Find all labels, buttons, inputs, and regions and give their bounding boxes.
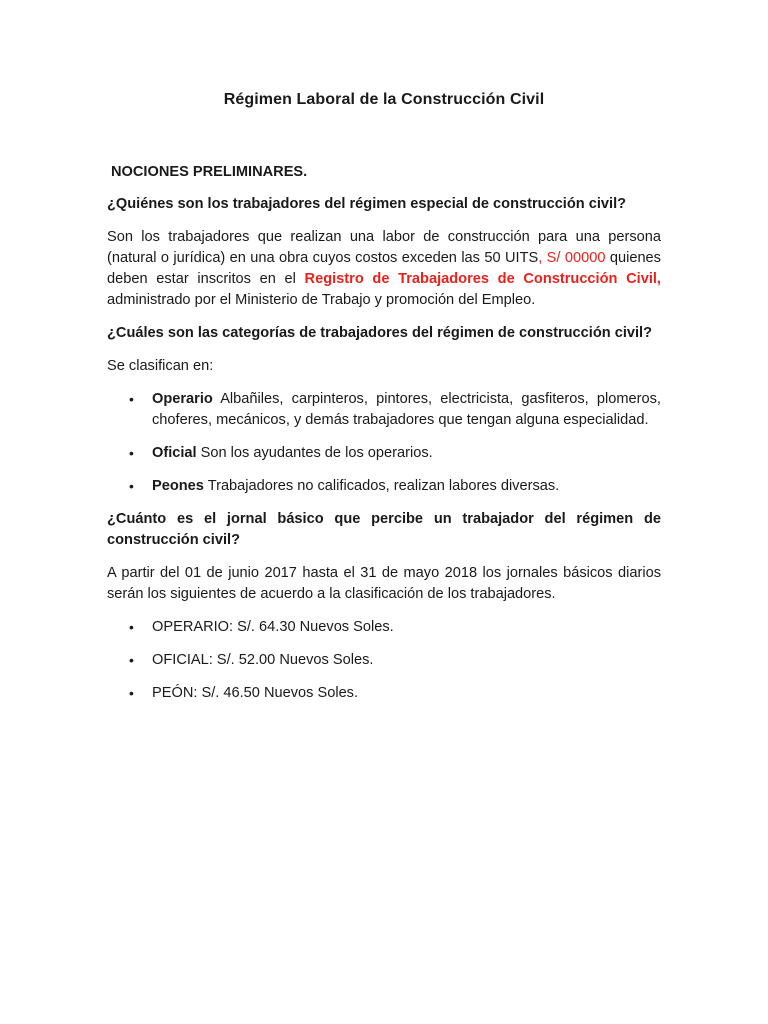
bullet-icon: •: [129, 685, 134, 701]
list-item-wage-operario: [107, 617, 661, 638]
list-item-wage-oficial: [107, 650, 661, 671]
question-categories: ¿Cuáles son las categorías de trabajadores del régimen de construcción civil?: [107, 325, 653, 341]
definition-text-c: administrado por el Ministerio de Trabajo y promoción del Empleo.: [107, 292, 536, 308]
bullet-icon: •: [129, 478, 134, 494]
category-desc: Albañiles, carpinteros, pintores, electricista, gasfiteros, plomeros, choferes, mecánicos, y demás trabajadores que tengan alguna especialidad.: [152, 391, 661, 428]
document-title: Régimen Laboral de la Construcción Civil: [223, 91, 545, 108]
registry-name-red: Registro de Trabajadores de Construcción Civil,: [304, 271, 661, 287]
list-item-wage-peon: [107, 683, 661, 704]
bullet-icon: •: [129, 652, 134, 668]
section-heading: NOCIONES PRELIMINARES.: [111, 164, 308, 180]
paragraph-wage-period: A partir del 01 de junio 2017 hasta el 31 de mayo 2018 los jornales básicos diarios serán los siguientes de acuerdo a la clasificación de los trabajadores.: [107, 565, 661, 602]
bullet-icon: •: [129, 619, 134, 635]
list-item-operario: [107, 389, 661, 431]
category-desc: Son los ayudantes de los operarios.: [196, 445, 433, 461]
question-basic-wage: ¿Cuánto es el jornal básico que percibe un trabajador del régimen de construcción civil?: [107, 511, 661, 548]
category-term: Oficial: [152, 445, 197, 461]
document-body: [107, 162, 661, 716]
category-term: Peones: [152, 478, 204, 494]
paragraph-definition: [107, 227, 661, 311]
list-item-oficial: [107, 443, 661, 464]
paragraph-classified: Se clasifican en:: [107, 358, 214, 374]
category-desc: Trabajadores no calificados, realizan labores diversas.: [203, 478, 560, 494]
wages-list: [107, 617, 661, 704]
bullet-icon: •: [129, 445, 134, 461]
definition-text-b: quienes deben estar inscritos en el: [107, 250, 661, 287]
definition-text-a: Son los trabajadores que realizan una labor de construcción para una persona (natural o jurídica) en una obra cuyos costos exceden las 50 UITS: [107, 229, 661, 266]
wage-text: PEÓN: S/. 46.50 Nuevos Soles.: [152, 685, 359, 701]
bullet-icon: •: [129, 391, 134, 407]
question-who-are-workers: ¿Quiénes son los trabajadores del régimen especial de construcción civil?: [107, 196, 627, 212]
definition-amount-red: , S/ 00000: [538, 250, 606, 266]
wage-text: OFICIAL: S/. 52.00 Nuevos Soles.: [152, 652, 374, 668]
list-item-peones: [107, 476, 661, 497]
categories-list: [107, 389, 661, 497]
category-term: Operario: [152, 391, 213, 407]
wage-text: OPERARIO: S/. 64.30 Nuevos Soles.: [152, 619, 394, 635]
